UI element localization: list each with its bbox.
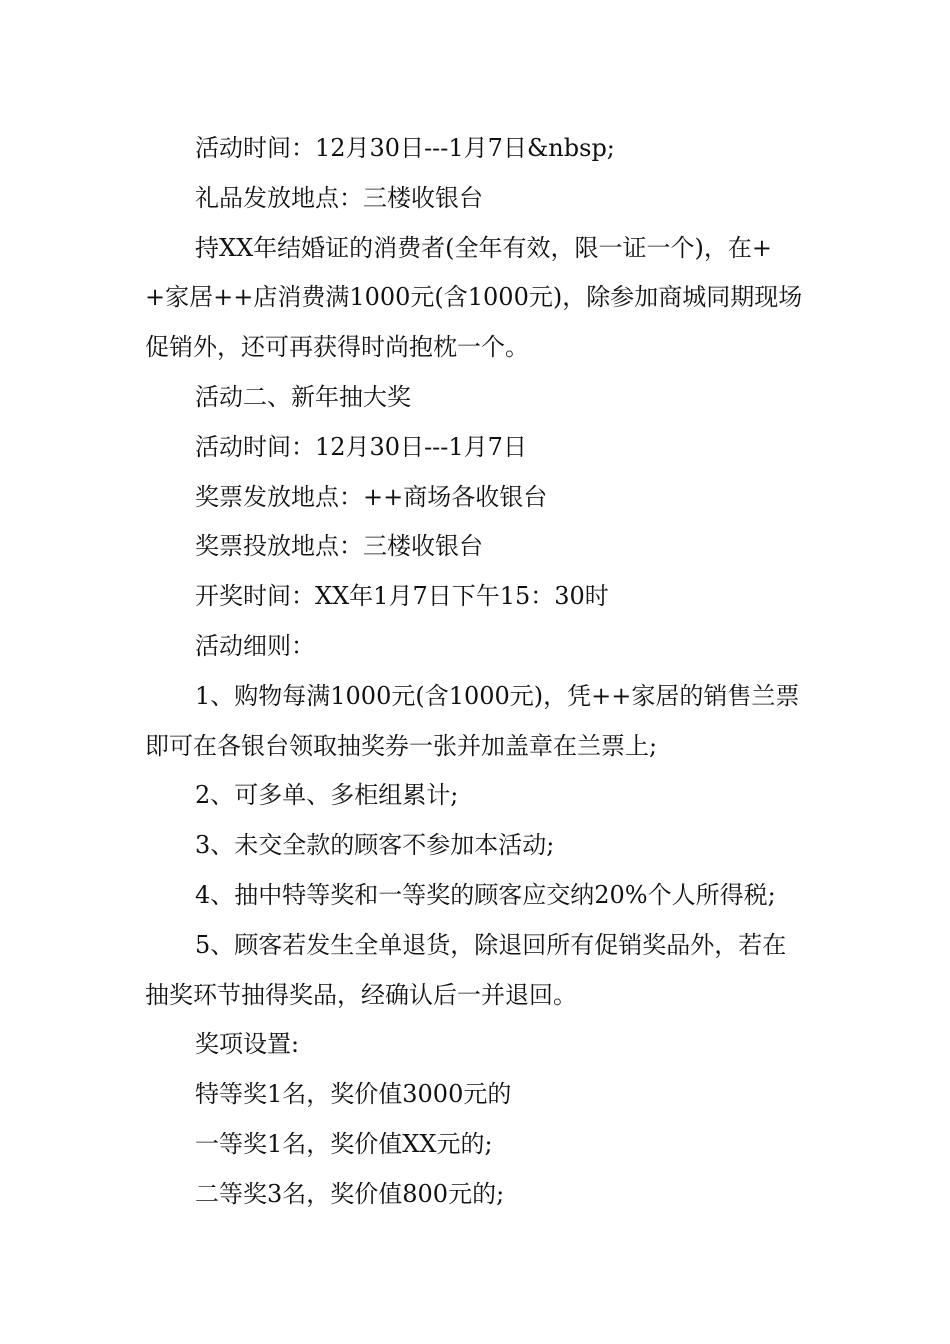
paragraph-gift-location: 礼品发放地点：三楼收银台 — [195, 183, 483, 212]
paragraph-grand-prize: 特等奖1名，奖价值3000元的 — [195, 1080, 512, 1109]
paragraph-event-time-1: 活动时间：12月30日---1月7日&nbsp; — [195, 134, 615, 162]
paragraph-rule-4: 4、抽中特等奖和一等奖的顾客应交纳20%个人所得税; — [195, 880, 776, 909]
paragraph-second-prize: 二等奖3名，奖价值800元的; — [195, 1179, 505, 1208]
paragraph-rule-2: 2、可多单、多柜组累计; — [195, 781, 459, 810]
paragraph-rule-3: 3、未交全款的顾客不参加本活动; — [195, 831, 555, 860]
paragraph-prize-settings-heading: 奖项设置: — [195, 1030, 300, 1059]
paragraph-activity-two-title: 活动二、新年抽大奖 — [195, 382, 411, 411]
paragraph-ticket-issue-location: 奖票发放地点：++商场各收银台 — [195, 482, 548, 511]
paragraph-marriage-certificate-offer: 持XX年结婚证的消费者(全年有效，限一证一个)，在++家居++店消费满1000元(含1000元)，除参加商城同期现场促销外，还可再获得时尚抱枕一个。 — [145, 233, 803, 362]
paragraph-draw-time: 开奖时间：XX年1月7日下午15：30时 — [195, 582, 609, 611]
paragraph-ticket-drop-location: 奖票投放地点：三楼收银台 — [195, 532, 483, 561]
paragraph-rules-heading: 活动细则： — [195, 631, 315, 660]
paragraph-rule-5: 5、顾客若发生全单退货，除退回所有促销奖品外，若在抽奖环节抽得奖品，经确认后一并退回。 — [145, 930, 787, 1009]
paragraph-first-prize: 一等奖1名，奖价值XX元的; — [195, 1129, 493, 1158]
paragraph-event-time-2: 活动时间：12月30日---1月7日 — [195, 432, 527, 461]
document-body — [145, 124, 810, 1220]
paragraph-rule-1: 1、购物每满1000元(含1000元)，凭++家居的销售兰票即可在各银台领取抽奖券一张并加盖章在兰票上; — [145, 681, 800, 760]
